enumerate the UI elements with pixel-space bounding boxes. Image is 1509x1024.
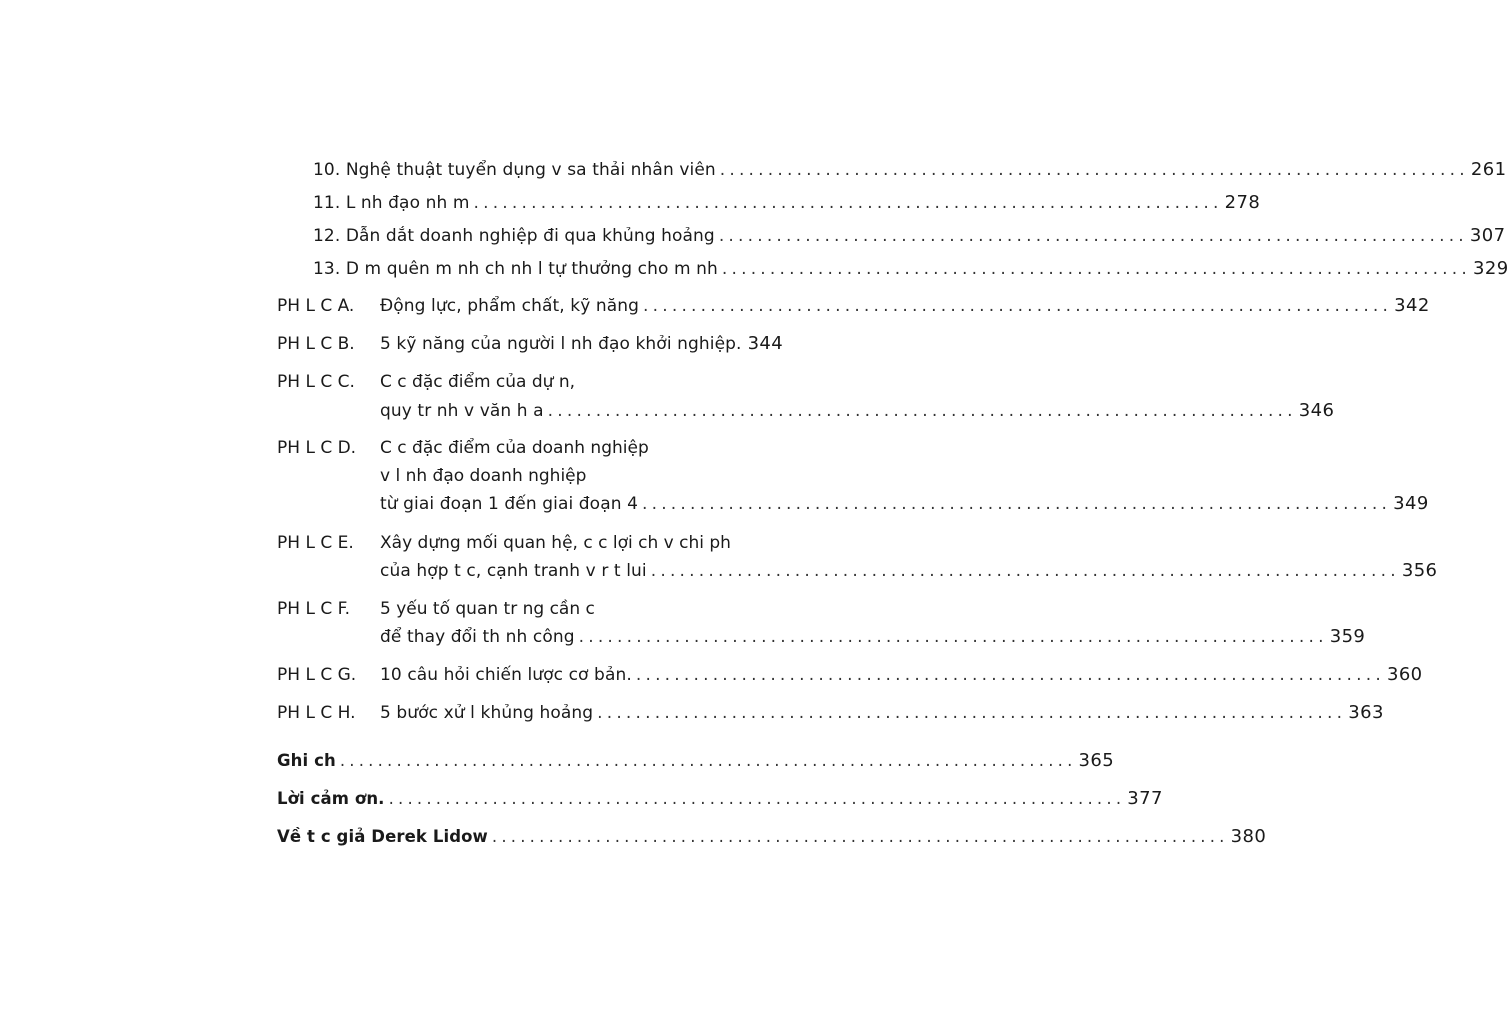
toc-entry-chapter-10[interactable] bbox=[313, 155, 1507, 185]
appendix-prefix: PH L C H. bbox=[277, 703, 356, 723]
toc-entry-acknowledgements[interactable] bbox=[277, 784, 1163, 814]
toc-entry-appendix-f[interactable] bbox=[380, 622, 1366, 652]
toc-page-number: 377 bbox=[1127, 788, 1163, 809]
toc-entry-label: Lời cảm ơn. bbox=[277, 789, 385, 808]
toc-page-number: 359 bbox=[1329, 626, 1366, 647]
toc-entry-appendix-c[interactable] bbox=[380, 396, 1335, 426]
toc-page-number: 346 bbox=[1298, 400, 1335, 421]
dot-leader: .............................................................................. bbox=[635, 665, 1385, 685]
dot-leader: .............................................................................. bbox=[578, 627, 1328, 647]
appendix-prefix: PH L C E. bbox=[277, 533, 354, 553]
dot-leader: .............................................................................. bbox=[719, 160, 1469, 180]
toc-entry-label: 10. Nghệ thuật tuyển dụng v sa thải nhân viên bbox=[313, 160, 716, 180]
appendix-prefix: PH L C G. bbox=[277, 665, 357, 685]
toc-entry-label-line: C c đặc điểm của doanh nghiệp bbox=[380, 438, 649, 458]
toc-page-number: 380 bbox=[1230, 826, 1267, 847]
toc-entry-appendix-g[interactable] bbox=[380, 660, 1423, 690]
appendix-prefix: PH L C C. bbox=[277, 372, 355, 392]
toc-entry-chapter-13[interactable] bbox=[313, 254, 1509, 284]
toc-entry-label: Ghi ch bbox=[277, 751, 336, 770]
toc-entry-appendix-a[interactable] bbox=[380, 291, 1430, 321]
dot-leader: .............................................................................. bbox=[388, 789, 1126, 808]
dot-leader: .............................................................................. bbox=[643, 296, 1393, 316]
dot-leader: .............................................................................. bbox=[718, 226, 1468, 246]
toc-entry-label-line: 5 yếu tố quan tr ng cần c bbox=[380, 599, 595, 619]
toc-page-number: 349 bbox=[1393, 493, 1429, 514]
toc-entry-label: 5 bước xử l khủng hoảng bbox=[380, 703, 594, 723]
toc-entry-label: Động lực, phẩm chất, kỹ năng bbox=[380, 296, 640, 316]
toc-page-number: 278 bbox=[1224, 192, 1261, 213]
toc-entry-appendix-h[interactable] bbox=[380, 698, 1384, 728]
toc-entry-label-line: v l nh đạo doanh nghiệp bbox=[380, 466, 587, 486]
dot-leader: .............................................................................. bbox=[721, 259, 1471, 279]
toc-entry-label-line: Xây dựng mối quan hệ, c c lợi ch v chi ph bbox=[380, 533, 731, 553]
dot-leader: .............................................................................. bbox=[491, 827, 1229, 846]
appendix-prefix: PH L C D. bbox=[277, 438, 357, 458]
toc-entry-label: 13. D m quên m nh ch nh l tự thưởng cho m nh bbox=[313, 259, 718, 279]
dot-leader: .............................................................................. bbox=[547, 401, 1297, 421]
toc-page-number: 342 bbox=[1394, 295, 1430, 316]
toc-entry-appendix-b[interactable] bbox=[380, 329, 784, 359]
toc-entry-label: Về t c giả Derek Lidow bbox=[277, 827, 488, 846]
toc-page-number: 365 bbox=[1078, 750, 1115, 771]
toc-entry-label: 11. L nh đạo nh m bbox=[313, 193, 470, 213]
toc-page-number: 360 bbox=[1386, 664, 1423, 685]
toc-entry-label: 12. Dẫn dắt doanh nghiệp đi qua khủng hoảng bbox=[313, 226, 715, 246]
toc-entry-appendix-d[interactable] bbox=[380, 489, 1429, 519]
toc-page-number: 307 bbox=[1469, 225, 1506, 246]
dot-leader: .............................................................................. bbox=[597, 703, 1347, 723]
toc-page-number: 356 bbox=[1401, 560, 1438, 581]
dot-leader: .............................................................................. bbox=[339, 751, 1077, 770]
appendix-prefix: PH L C B. bbox=[277, 334, 355, 354]
toc-entry-about-author[interactable] bbox=[277, 822, 1267, 852]
toc-entry-notes[interactable] bbox=[277, 746, 1115, 776]
toc-entry-label: từ giai đoạn 1 đến giai đoạn 4 bbox=[380, 494, 638, 514]
toc-page-number: 363 bbox=[1348, 702, 1384, 723]
toc-page-number: 344 bbox=[747, 333, 784, 354]
dot-leader: .............................................................................. bbox=[473, 193, 1223, 213]
dot-leader: .............................................................................. bbox=[642, 494, 1392, 514]
toc-entry-label: quy tr nh v văn h a bbox=[380, 401, 544, 421]
toc-entry-label: để thay đổi th nh công bbox=[380, 627, 575, 647]
toc-page-number: 261 bbox=[1470, 159, 1507, 180]
toc-page-number: 329 bbox=[1473, 258, 1509, 279]
toc-entry-label: 10 câu hỏi chiến lược cơ bản. bbox=[380, 665, 632, 685]
toc-entry-label: 5 kỹ năng của người l nh đạo khởi nghiệp. bbox=[380, 334, 742, 354]
toc-entry-chapter-12[interactable] bbox=[313, 221, 1506, 251]
toc-entry-label: của hợp t c, cạnh tranh v r t lui bbox=[380, 561, 647, 581]
appendix-prefix: PH L C F. bbox=[277, 599, 351, 619]
toc-entry-chapter-11[interactable] bbox=[313, 188, 1261, 218]
dot-leader: .............................................................................. bbox=[650, 561, 1400, 581]
appendix-prefix: PH L C A. bbox=[277, 296, 355, 316]
toc-entry-appendix-e[interactable] bbox=[380, 556, 1438, 586]
toc-entry-label-line: C c đặc điểm của dự n, bbox=[380, 372, 576, 392]
